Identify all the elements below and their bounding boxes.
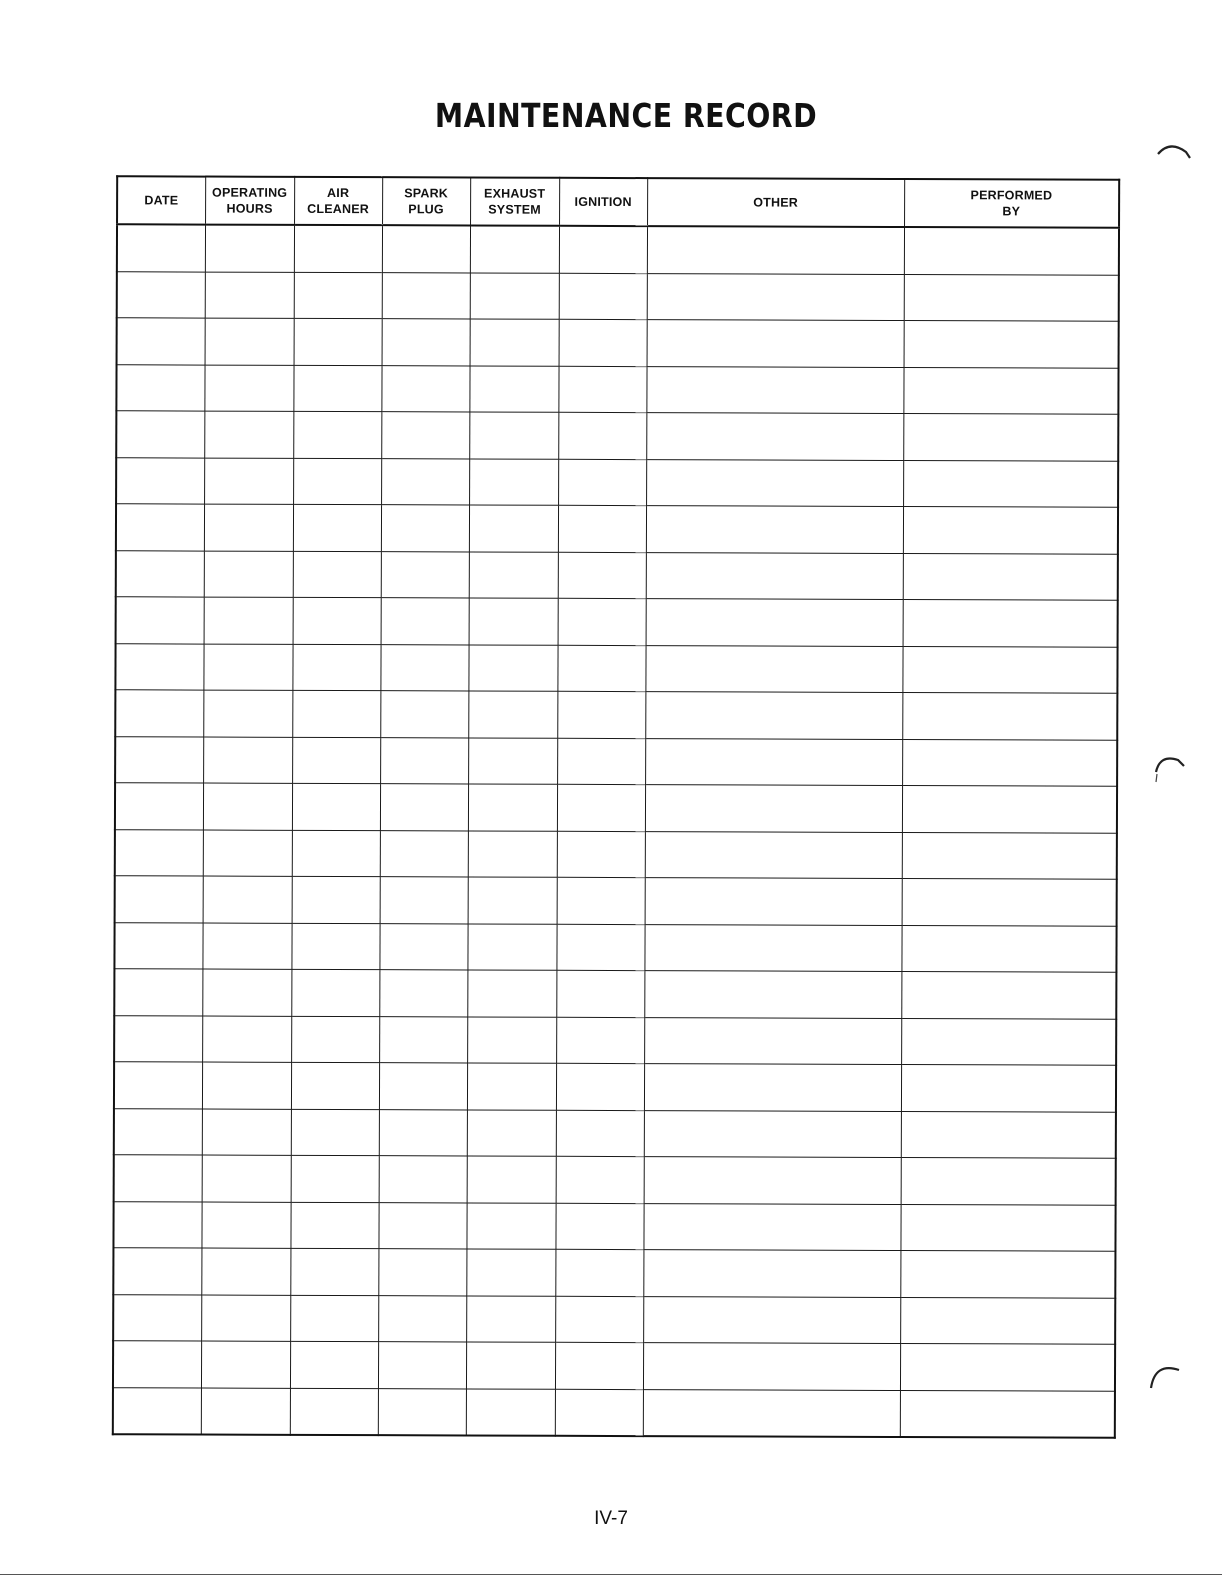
- table-cell[interactable]: [293, 365, 381, 412]
- table-cell[interactable]: [290, 1388, 378, 1435]
- table-row: [113, 1294, 1115, 1344]
- table-cell[interactable]: [116, 550, 204, 597]
- table-cell[interactable]: [292, 876, 380, 923]
- table-cell[interactable]: [378, 1249, 466, 1296]
- table-cell[interactable]: [292, 783, 380, 830]
- table-cell[interactable]: [558, 459, 646, 506]
- table-cell[interactable]: [204, 597, 293, 644]
- table-cell[interactable]: [643, 1343, 900, 1390]
- table-cell[interactable]: [645, 645, 902, 692]
- table-cell[interactable]: [116, 504, 204, 551]
- table-cell[interactable]: [203, 830, 292, 877]
- table-cell[interactable]: [204, 504, 293, 551]
- table-row: [115, 876, 1117, 926]
- table-row: [117, 271, 1119, 321]
- table-cell[interactable]: [645, 878, 902, 925]
- table-cell[interactable]: [202, 1062, 291, 1109]
- table-cell[interactable]: [113, 1387, 201, 1434]
- table-cell[interactable]: [902, 785, 1117, 832]
- table-cell[interactable]: [470, 225, 559, 272]
- table-cell[interactable]: [559, 226, 647, 273]
- table-cell[interactable]: [291, 1062, 379, 1109]
- table-cell[interactable]: [645, 738, 902, 785]
- table-cell[interactable]: [644, 1157, 901, 1204]
- table-cell[interactable]: [901, 1064, 1116, 1111]
- table-cell[interactable]: [900, 1204, 1115, 1251]
- table-cell[interactable]: [378, 1388, 466, 1435]
- table-cell[interactable]: [114, 1015, 202, 1062]
- table-cell[interactable]: [293, 597, 381, 644]
- table-cell[interactable]: [557, 784, 645, 831]
- table-cell[interactable]: [558, 552, 646, 599]
- table-row: [115, 643, 1117, 693]
- table-cell[interactable]: [646, 506, 903, 553]
- table-cell[interactable]: [381, 551, 469, 598]
- page-number: IV-7: [594, 1508, 628, 1529]
- table-cell[interactable]: [290, 1202, 378, 1249]
- table-cell[interactable]: [557, 831, 645, 878]
- table-cell[interactable]: [466, 1295, 555, 1342]
- table-cell[interactable]: [382, 319, 470, 366]
- col-header-other: OTHER: [647, 178, 904, 227]
- table-cell[interactable]: [116, 411, 204, 458]
- col-header-operating-hours: OPERATING HOURS: [205, 177, 294, 225]
- table-cell[interactable]: [469, 458, 558, 505]
- table-cell[interactable]: [468, 784, 557, 831]
- table-row: [117, 318, 1119, 368]
- table-cell[interactable]: [203, 644, 292, 691]
- table-cell[interactable]: [466, 1249, 555, 1296]
- table-cell[interactable]: [555, 1342, 643, 1389]
- table-cell[interactable]: [466, 1202, 555, 1249]
- table-cell[interactable]: [903, 507, 1118, 554]
- table-cell[interactable]: [904, 321, 1119, 368]
- table-cell[interactable]: [113, 1294, 201, 1341]
- table-cell[interactable]: [468, 737, 557, 784]
- table-cell[interactable]: [291, 923, 379, 970]
- table-cell[interactable]: [381, 365, 469, 412]
- table-row: [114, 1155, 1116, 1205]
- table-cell[interactable]: [381, 458, 469, 505]
- table-cell[interactable]: [469, 551, 558, 598]
- table-cell[interactable]: [644, 1064, 901, 1111]
- table-cell[interactable]: [378, 1202, 466, 1249]
- table-cell[interactable]: [646, 413, 903, 460]
- table-cell[interactable]: [381, 505, 469, 552]
- table-cell[interactable]: [203, 690, 292, 737]
- binder-hole-mark-icon: [1152, 750, 1188, 790]
- table-row: [116, 550, 1118, 600]
- table-row: [115, 736, 1117, 786]
- table-cell[interactable]: [204, 458, 293, 505]
- table-cell[interactable]: [202, 1109, 291, 1156]
- table-cell[interactable]: [294, 318, 382, 365]
- table-row: [116, 457, 1118, 507]
- col-header-date: DATE: [117, 176, 205, 224]
- table-cell[interactable]: [293, 551, 381, 598]
- table-cell[interactable]: [116, 597, 204, 644]
- table-cell[interactable]: [202, 1155, 291, 1202]
- table-cell[interactable]: [117, 271, 205, 318]
- table-cell[interactable]: [291, 1155, 379, 1202]
- table-cell[interactable]: [902, 832, 1117, 879]
- table-cell[interactable]: [556, 1017, 644, 1064]
- table-cell[interactable]: [559, 273, 647, 320]
- table-row: [114, 1108, 1116, 1158]
- table-cell[interactable]: [559, 319, 647, 366]
- table-cell[interactable]: [380, 877, 468, 924]
- table-cell[interactable]: [291, 1016, 379, 1063]
- table-cell[interactable]: [557, 691, 645, 738]
- table-cell[interactable]: [379, 923, 467, 970]
- table-cell[interactable]: [556, 1110, 644, 1157]
- table-cell[interactable]: [202, 969, 291, 1016]
- table-cell[interactable]: [201, 1341, 290, 1388]
- table-cell[interactable]: [293, 411, 381, 458]
- table-cell[interactable]: [205, 225, 294, 272]
- table-cell[interactable]: [290, 1295, 378, 1342]
- table-cell[interactable]: [294, 225, 382, 272]
- table-cell[interactable]: [555, 1296, 643, 1343]
- table-cell[interactable]: [203, 876, 292, 923]
- maintenance-record-table: [112, 175, 1120, 1438]
- table-cell[interactable]: [558, 366, 646, 413]
- table-cell[interactable]: [643, 1389, 900, 1437]
- table-cell[interactable]: [469, 505, 558, 552]
- table-cell[interactable]: [644, 1110, 901, 1157]
- table-cell[interactable]: [901, 1018, 1116, 1065]
- table-cell[interactable]: [903, 414, 1118, 461]
- table-cell[interactable]: [556, 924, 644, 971]
- table-cell[interactable]: [645, 831, 902, 878]
- table-cell[interactable]: [382, 272, 470, 319]
- table-cell[interactable]: [291, 1109, 379, 1156]
- table-cell[interactable]: [556, 1063, 644, 1110]
- table-cell[interactable]: [647, 273, 904, 320]
- table-cell[interactable]: [467, 1156, 556, 1203]
- table-row: [115, 829, 1117, 879]
- table-cell[interactable]: [902, 646, 1117, 693]
- table-cell[interactable]: [466, 1388, 555, 1435]
- table-cell[interactable]: [903, 367, 1118, 414]
- table-cell[interactable]: [647, 320, 904, 367]
- table-cell[interactable]: [292, 644, 380, 691]
- table-cell[interactable]: [203, 783, 292, 830]
- table-cell[interactable]: [467, 970, 556, 1017]
- table-cell[interactable]: [204, 551, 293, 598]
- table-cell[interactable]: [378, 1295, 466, 1342]
- table-cell[interactable]: [467, 923, 556, 970]
- table-cell[interactable]: [903, 460, 1118, 507]
- table-cell[interactable]: [115, 829, 203, 876]
- table-cell[interactable]: [204, 365, 293, 412]
- table-row: [114, 969, 1116, 1019]
- table-cell[interactable]: [468, 691, 557, 738]
- table-cell[interactable]: [469, 365, 558, 412]
- table-cell[interactable]: [293, 504, 381, 551]
- table-cell[interactable]: [557, 877, 645, 924]
- binder-hole-mark-icon: [1156, 140, 1192, 180]
- table-cell[interactable]: [291, 969, 379, 1016]
- table-cell[interactable]: [558, 412, 646, 459]
- record-rows: [113, 224, 1119, 1437]
- table-cell[interactable]: [557, 738, 645, 785]
- table-cell[interactable]: [114, 922, 202, 969]
- table-cell[interactable]: [380, 830, 468, 877]
- table-cell[interactable]: [467, 1109, 556, 1156]
- table-cell[interactable]: [380, 784, 468, 831]
- table-cell[interactable]: [901, 971, 1116, 1018]
- table-row: [116, 597, 1118, 647]
- table-cell[interactable]: [646, 366, 903, 413]
- table-cell[interactable]: [903, 599, 1118, 646]
- table-cell[interactable]: [115, 736, 203, 783]
- table-cell[interactable]: [647, 226, 904, 274]
- table-cell[interactable]: [114, 1062, 202, 1109]
- table-row: [115, 783, 1117, 833]
- binder-hole-mark-icon: [1145, 1360, 1181, 1400]
- table-cell[interactable]: [380, 737, 468, 784]
- table-cell[interactable]: [380, 644, 468, 691]
- table-cell[interactable]: [378, 1342, 466, 1389]
- table-cell[interactable]: [379, 1063, 467, 1110]
- table-cell[interactable]: [466, 1342, 555, 1389]
- table-cell[interactable]: [204, 411, 293, 458]
- table-cell[interactable]: [115, 643, 203, 690]
- page-title: MAINTENANCE RECORD: [434, 96, 818, 135]
- page-bottom-edge: [0, 1574, 1222, 1575]
- table-cell[interactable]: [113, 1201, 201, 1248]
- table-cell[interactable]: [294, 272, 382, 319]
- table-cell[interactable]: [379, 1109, 467, 1156]
- table-cell[interactable]: [555, 1249, 643, 1296]
- table-cell[interactable]: [117, 318, 205, 365]
- col-header-air-cleaner: AIR CLEANER: [294, 177, 382, 225]
- table-cell[interactable]: [644, 924, 901, 971]
- table-cell[interactable]: [902, 739, 1117, 786]
- table-row: [116, 364, 1118, 414]
- table-cell[interactable]: [202, 923, 291, 970]
- table-row: [113, 1341, 1115, 1391]
- table-cell[interactable]: [201, 1248, 290, 1295]
- table-row: [113, 1201, 1115, 1251]
- table-cell[interactable]: [115, 876, 203, 923]
- table-cell[interactable]: [901, 925, 1116, 972]
- table-cell[interactable]: [380, 691, 468, 738]
- col-header-exhaust-system: EXHAUST SYSTEM: [470, 177, 559, 225]
- col-header-performed-by: PERFORMED BY: [904, 179, 1119, 228]
- table-cell[interactable]: [645, 692, 902, 739]
- table-cell[interactable]: [469, 412, 558, 459]
- table-cell[interactable]: [643, 1203, 900, 1250]
- table-cell[interactable]: [558, 505, 646, 552]
- table-cell[interactable]: [644, 971, 901, 1018]
- table-row: [114, 1015, 1116, 1065]
- table-cell[interactable]: [904, 274, 1119, 321]
- table-cell[interactable]: [114, 1155, 202, 1202]
- table-cell[interactable]: [467, 1016, 556, 1063]
- table-cell[interactable]: [645, 785, 902, 832]
- header-row: [117, 176, 1119, 227]
- table-cell[interactable]: [379, 970, 467, 1017]
- table-cell[interactable]: [290, 1248, 378, 1295]
- table-cell[interactable]: [646, 552, 903, 599]
- table-cell[interactable]: [382, 225, 470, 272]
- table-cell[interactable]: [902, 878, 1117, 925]
- table-row: [113, 1387, 1115, 1437]
- table-cell[interactable]: [904, 227, 1119, 275]
- table-cell[interactable]: [379, 1016, 467, 1063]
- table-row: [114, 922, 1116, 972]
- table-cell[interactable]: [468, 830, 557, 877]
- table-row: [115, 690, 1117, 740]
- table-cell[interactable]: [646, 599, 903, 646]
- col-header-ignition: IGNITION: [559, 178, 647, 226]
- table-cell[interactable]: [643, 1296, 900, 1343]
- table-cell[interactable]: [114, 1108, 202, 1155]
- table-cell[interactable]: [202, 1016, 291, 1063]
- table-cell[interactable]: [116, 364, 204, 411]
- col-header-spark-plug: SPARK PLUG: [382, 177, 470, 225]
- table-cell[interactable]: [117, 224, 205, 271]
- table-cell[interactable]: [113, 1248, 201, 1295]
- table-cell[interactable]: [900, 1343, 1115, 1390]
- table-cell[interactable]: [470, 319, 559, 366]
- table-cell[interactable]: [201, 1388, 290, 1435]
- table-cell[interactable]: [468, 877, 557, 924]
- table-cell[interactable]: [292, 830, 380, 877]
- table-cell[interactable]: [555, 1203, 643, 1250]
- table-row: [116, 504, 1118, 554]
- table-cell[interactable]: [558, 598, 646, 645]
- table-cell[interactable]: [290, 1341, 378, 1388]
- table-cell[interactable]: [116, 457, 204, 504]
- table-cell[interactable]: [646, 459, 903, 506]
- table-row: [114, 1062, 1116, 1112]
- table-cell[interactable]: [115, 783, 203, 830]
- table-cell[interactable]: [201, 1295, 290, 1342]
- table-cell[interactable]: [292, 690, 380, 737]
- table-row: [113, 1248, 1115, 1298]
- table-row: [117, 224, 1119, 274]
- table-cell[interactable]: [205, 272, 294, 319]
- table-cell[interactable]: [381, 598, 469, 645]
- table-cell[interactable]: [470, 272, 559, 319]
- table-cell[interactable]: [114, 969, 202, 1016]
- table-cell[interactable]: [381, 412, 469, 459]
- table-cell[interactable]: [203, 737, 292, 784]
- table-cell[interactable]: [201, 1202, 290, 1249]
- table-cell[interactable]: [644, 1017, 901, 1064]
- table-cell[interactable]: [643, 1250, 900, 1297]
- table-cell[interactable]: [292, 737, 380, 784]
- table-cell[interactable]: [901, 1111, 1116, 1158]
- table-cell[interactable]: [293, 458, 381, 505]
- table-cell[interactable]: [469, 598, 558, 645]
- table-cell[interactable]: [556, 1156, 644, 1203]
- table-cell[interactable]: [379, 1156, 467, 1203]
- table-cell[interactable]: [557, 645, 645, 692]
- table-cell[interactable]: [115, 690, 203, 737]
- table-cell[interactable]: [467, 1063, 556, 1110]
- table-cell[interactable]: [555, 1389, 643, 1436]
- table-cell[interactable]: [901, 1157, 1116, 1204]
- table-cell[interactable]: [903, 553, 1118, 600]
- table-row: [116, 411, 1118, 461]
- table-cell[interactable]: [900, 1297, 1115, 1344]
- table-cell[interactable]: [556, 970, 644, 1017]
- table-cell[interactable]: [468, 644, 557, 691]
- table-cell[interactable]: [900, 1250, 1115, 1297]
- table-cell[interactable]: [113, 1341, 201, 1388]
- table-cell[interactable]: [205, 318, 294, 365]
- table-cell[interactable]: [902, 692, 1117, 739]
- table-cell[interactable]: [900, 1390, 1115, 1438]
